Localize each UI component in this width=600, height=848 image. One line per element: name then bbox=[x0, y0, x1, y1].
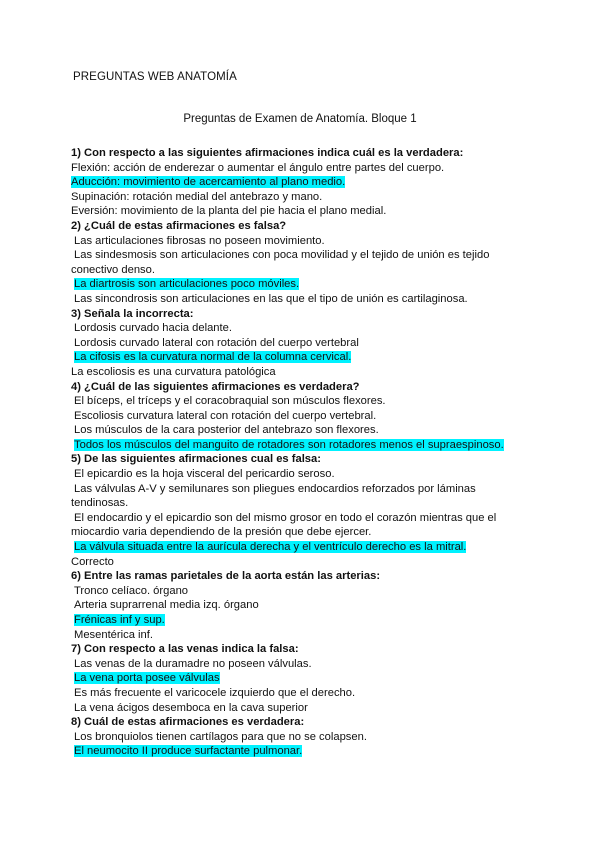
answer-option bbox=[71, 555, 541, 570]
answer-option bbox=[71, 671, 541, 686]
answer-text: Lordosis curvado hacia delante. bbox=[74, 322, 232, 335]
answer-text: La escoliosis es una curvatura patológica bbox=[71, 365, 276, 378]
answer-option bbox=[71, 321, 541, 336]
question-heading: 8) Cuál de estas afirmaciones es verdadera: bbox=[71, 716, 305, 729]
document-title: PREGUNTAS WEB ANATOMÍA bbox=[73, 71, 237, 83]
answer-option bbox=[71, 744, 541, 759]
highlighted-answer-text: El neumocito II produce surfactante pulmonar. bbox=[74, 745, 303, 758]
questions-list bbox=[71, 146, 541, 759]
question-heading: 5) De las siguientes afirmaciones cual es falsa: bbox=[71, 453, 321, 466]
answer-option bbox=[71, 511, 541, 526]
answer-text: Escoliosis curvatura lateral con rotación del cuerpo vertebral. bbox=[74, 409, 377, 422]
answer-option bbox=[71, 438, 541, 453]
highlighted-answer-text: La cifosis es la curvatura normal de la columna cervical. bbox=[74, 351, 352, 364]
answer-option bbox=[71, 598, 541, 613]
answer-text: Las válvulas A-V y semilunares son pliegues endocardios reforzados por láminas bbox=[74, 482, 476, 495]
answer-text: El endocardio y el epicardio son del mismo grosor en todo el corazón mientras que el bbox=[74, 511, 497, 524]
answer-text: La vena ácigos desemboca en la cava superior bbox=[74, 701, 308, 714]
answer-text: Arteria suprarrenal media izq. órgano bbox=[74, 599, 259, 612]
answer-text: tendinosas. bbox=[71, 497, 129, 510]
answer-text: Las articulaciones fibrosas no poseen movimiento. bbox=[74, 234, 325, 247]
answer-option bbox=[71, 175, 541, 190]
question-block bbox=[71, 569, 541, 642]
answer-option bbox=[71, 409, 541, 424]
answer-text: miocardio varia dependiendo de la presión que debe ejercer. bbox=[71, 526, 372, 539]
answer-text: Correcto bbox=[71, 555, 114, 568]
answer-text: Las sindesmosis son articulaciones con poca movilidad y el tejido de unión es tejido bbox=[74, 249, 490, 262]
answer-option bbox=[71, 204, 541, 219]
answer-text: Lordosis curvado lateral con rotación del cuerpo vertebral bbox=[74, 336, 359, 349]
answer-option bbox=[71, 628, 541, 643]
question-block bbox=[71, 715, 541, 759]
answer-option bbox=[71, 701, 541, 716]
answer-text: Las sincondrosis son articulaciones en las que el tipo de unión es cartilaginosa. bbox=[74, 292, 468, 305]
highlighted-answer-text: Aducción: movimiento de acercamiento al plano medio. bbox=[71, 176, 346, 189]
question-heading: 4) ¿Cuál de las siguientes afirmaciones es verdadera? bbox=[71, 380, 360, 393]
answer-option bbox=[71, 365, 541, 380]
answer-option bbox=[71, 248, 541, 263]
answer-text: Supinación: rotación medial del antebrazo y mano. bbox=[71, 190, 323, 203]
answer-option bbox=[71, 161, 541, 176]
highlighted-answer-text: Frénicas inf y sup. bbox=[74, 614, 165, 626]
document-subtitle: Preguntas de Examen de Anatomía. Bloque 1 bbox=[183, 113, 417, 125]
answer-option bbox=[71, 730, 541, 745]
answer-option bbox=[71, 686, 541, 701]
question-block bbox=[71, 307, 541, 380]
answer-text: Las venas de la duramadre no poseen válvulas. bbox=[74, 657, 312, 670]
answer-text: Mesentérica inf. bbox=[74, 628, 153, 641]
answer-option bbox=[71, 277, 541, 292]
question-block bbox=[71, 146, 541, 219]
question-heading: 2) ¿Cuál de estas afirmaciones es falsa? bbox=[71, 219, 287, 232]
answer-text: El bíceps, el tríceps y el coracobraquial son músculos flexores. bbox=[74, 395, 386, 408]
highlighted-answer-text: La válvula situada entre la aurícula derecha y el ventrículo derecho es la mitral. bbox=[74, 541, 467, 554]
answer-text: El epicardio es la hoja visceral del pericardio seroso. bbox=[74, 468, 335, 481]
question-heading: 3) Señala la incorrecta: bbox=[71, 307, 194, 320]
answer-option bbox=[71, 496, 541, 511]
question-heading: 7) Con respecto a las venas indica la falsa: bbox=[71, 643, 299, 656]
highlighted-answer-text: La diartrosis son articulaciones poco móviles. bbox=[74, 278, 300, 291]
answer-text: conectivo denso. bbox=[71, 263, 155, 276]
answer-text: Eversión: movimiento de la planta del pie hacia el plano medial. bbox=[71, 205, 387, 218]
answer-option bbox=[71, 540, 541, 555]
answer-option bbox=[71, 584, 541, 599]
answer-option bbox=[71, 525, 541, 540]
answer-option bbox=[71, 336, 541, 351]
answer-option bbox=[71, 263, 541, 278]
question-block bbox=[71, 219, 541, 307]
answer-option bbox=[71, 394, 541, 409]
question-block bbox=[71, 642, 541, 715]
answer-text: Es más frecuente el varicocele izquierdo que el derecho. bbox=[74, 686, 356, 699]
question-heading: 1) Con respecto a las siguientes afirmaciones indica cuál es la verdadera: bbox=[71, 147, 464, 159]
question-block bbox=[71, 380, 541, 453]
answer-text: Flexión: acción de enderezar o aumentar el ángulo entre partes del cuerpo. bbox=[71, 161, 445, 174]
answer-text: Los bronquiolos tienen cartílagos para que no se colapsen. bbox=[74, 730, 367, 743]
answer-text: Tronco celíaco. órgano bbox=[74, 584, 189, 597]
answer-option bbox=[71, 292, 541, 307]
highlighted-answer-text: Todos los músculos del manguito de rotadores son rotadores menos el supraespinoso. bbox=[74, 438, 504, 451]
answer-option bbox=[71, 234, 541, 249]
answer-option bbox=[71, 482, 541, 497]
answer-option bbox=[71, 613, 541, 628]
answer-option bbox=[71, 467, 541, 482]
highlighted-answer-text: La vena porta posee válvulas bbox=[74, 672, 220, 685]
question-block bbox=[71, 452, 541, 569]
answer-option bbox=[71, 190, 541, 205]
answer-option bbox=[71, 423, 541, 438]
answer-text: Los músculos de la cara posterior del antebrazo son flexores. bbox=[74, 424, 379, 437]
answer-option bbox=[71, 657, 541, 672]
answer-option bbox=[71, 350, 541, 365]
question-heading: 6) Entre las ramas parietales de la aorta están las arterias: bbox=[71, 570, 381, 583]
